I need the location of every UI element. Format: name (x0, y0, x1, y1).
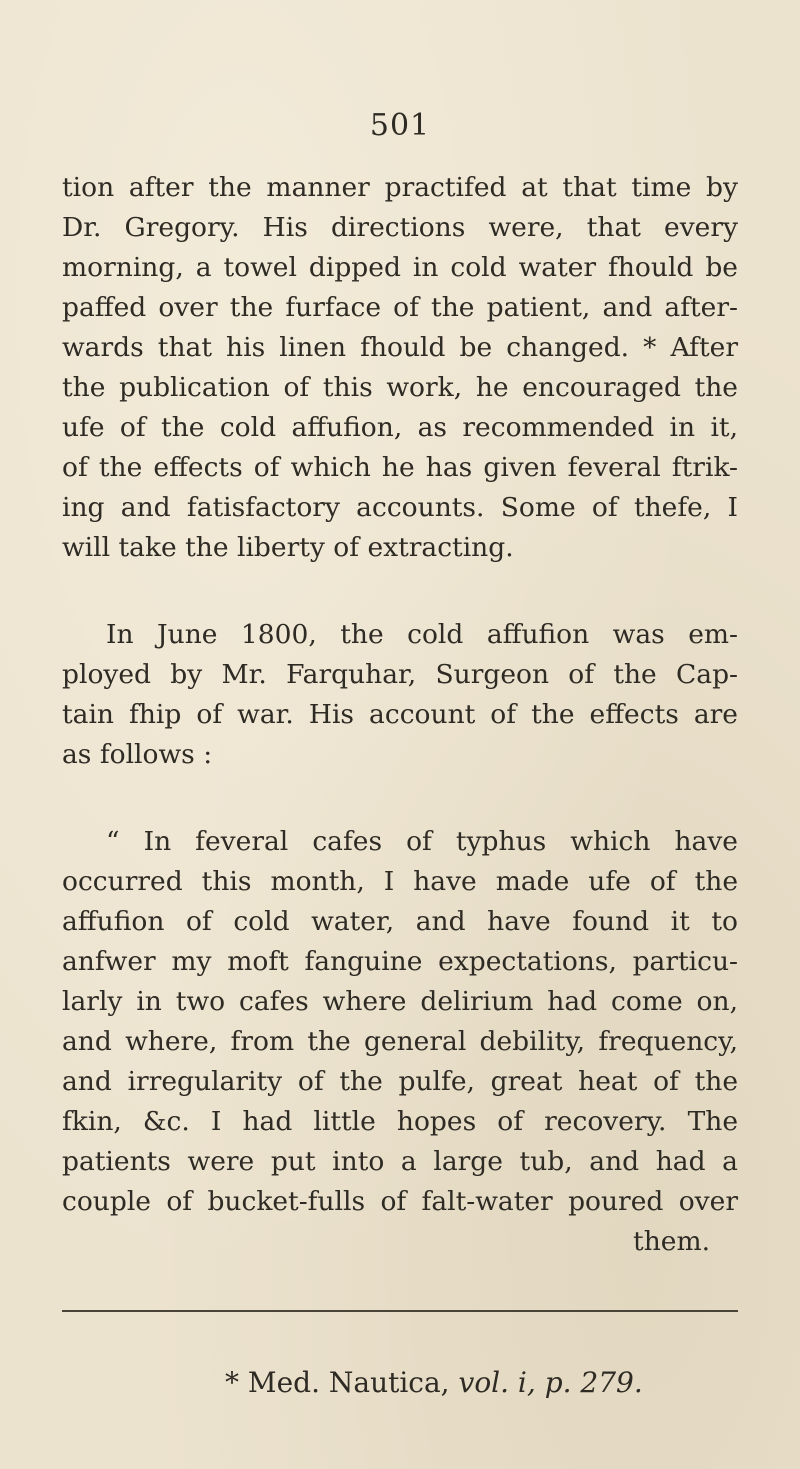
text-line: tion after the manner practifed at that time by (62, 172, 738, 203)
text-line: and irregularity of the pulfe, great heat of the (62, 1066, 738, 1097)
text-line: the publication of this work, he encouraged the (62, 372, 738, 403)
text-line: couple of bucket-fulls of falt-water poured over (62, 1186, 738, 1217)
text-line: wards that his linen fhould be changed. * After (62, 332, 738, 363)
text-line: patients were put into a large tub, and had a (62, 1146, 738, 1177)
text-line: anfwer my moft fanguine expectations, particu- (62, 946, 738, 977)
footnote-rule (62, 1310, 738, 1312)
text-line: In June 1800, the cold affufion was em- (106, 619, 738, 650)
footnote-source: Med. Nautica, (247, 1366, 450, 1399)
footnote-reference: vol. i, p. 279. (458, 1366, 643, 1399)
text-line: ployed by Mr. Farquhar, Surgeon of the Cap- (62, 659, 738, 690)
text-line: paffed over the furface of the patient, and after- (62, 292, 738, 323)
text-line: fkin, &c. I had little hopes of recovery. The (62, 1106, 738, 1137)
catchword: them. (633, 1226, 710, 1257)
text-line: occurred this month, I have made ufe of the (62, 866, 738, 897)
text-line: ing and fatisfactory accounts. Some of thefe, I (62, 492, 738, 523)
text-line: larly in two cafes where delirium had come on, (62, 986, 738, 1017)
footnote-marker: * (225, 1366, 239, 1399)
text-line: Dr. Gregory. His directions were, that every (62, 212, 738, 243)
text-line: will take the liberty of extracting. (62, 532, 514, 563)
text-line: affufion of cold water, and have found it to (62, 906, 738, 937)
text-line: of the effects of which he has given feveral ftrik- (62, 452, 738, 483)
text-line: “ In feveral cafes of typhus which have (106, 826, 738, 857)
text-line: ufe of the cold affufion, as recommended in it, (62, 412, 738, 443)
text-line: tain fhip of war. His account of the effects are (62, 699, 738, 730)
text-line: and where, from the general debility, frequency, (62, 1026, 738, 1057)
page-number: 501 (369, 108, 431, 143)
text-line: morning, a towel dipped in cold water fhould be (62, 252, 738, 283)
text-line: as follows : (62, 739, 213, 770)
footnote (225, 1366, 643, 1399)
